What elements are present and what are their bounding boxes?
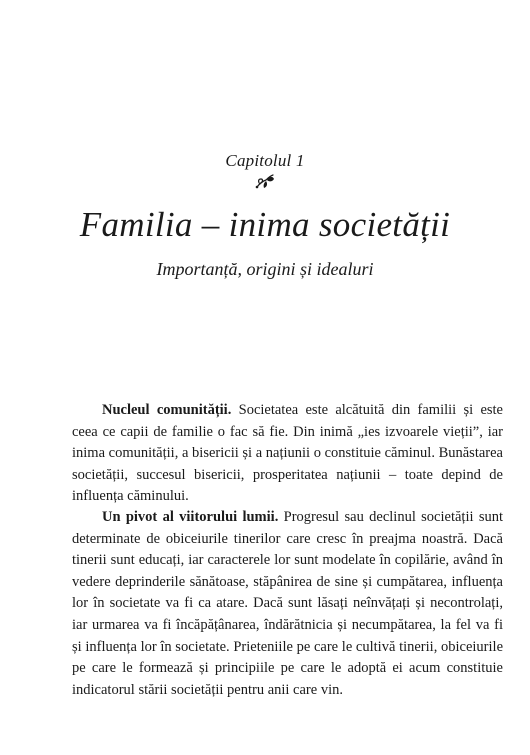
chapter-number-label: Capitolul 1 xyxy=(225,151,305,170)
paragraph-text: Progresul sau declinul societății sunt determinate de obiceiurile tinerilor care cresc în preajma noastră. Dacă tinerii sunt educați, iar caracterele lor sunt modelate în copilărie, având în vedere deprinderile sănătoase, stăpânirea de sine și cumpătarea, influența lor în societate va fi ca atare. Dacă sunt lăsați neînvățați și necontrolați, iar urmarea va fi încăpățânarea, îndărătnicia și necumpătarea, la fel va fi și influența lor în societate. Prieteniile pe care le cultivă tinerii, obiceiurile pe care le formează și principiile pe care le adoptă ei acum constituie indicatorul stării societății pentru anii care vin. xyxy=(72,509,503,698)
paragraph-nucleul xyxy=(72,400,503,508)
paragraph-lead: Nucleul comunității. xyxy=(102,402,232,418)
chapter-subtitle: Importanță, origini și idealuri xyxy=(156,259,374,279)
paragraph-lead: Un pivot al viitorului lumii. xyxy=(102,509,279,525)
paragraph-pivot xyxy=(72,507,503,701)
fleuron-ornament-icon xyxy=(254,172,276,190)
paragraph-text: Societatea este alcătuită din familii și este ceea ce capii de familie o fac să fie. Din inimă „ies izvoarele vieții”, iar inima comunității, a bisericii și a națiunii o constituie căminul. Bunăstarea societății, succesul bisericii, prosperitatea națiunii – toate depind de influența căminului. xyxy=(72,402,503,505)
chapter-title: Familia – inima societății xyxy=(79,205,451,244)
